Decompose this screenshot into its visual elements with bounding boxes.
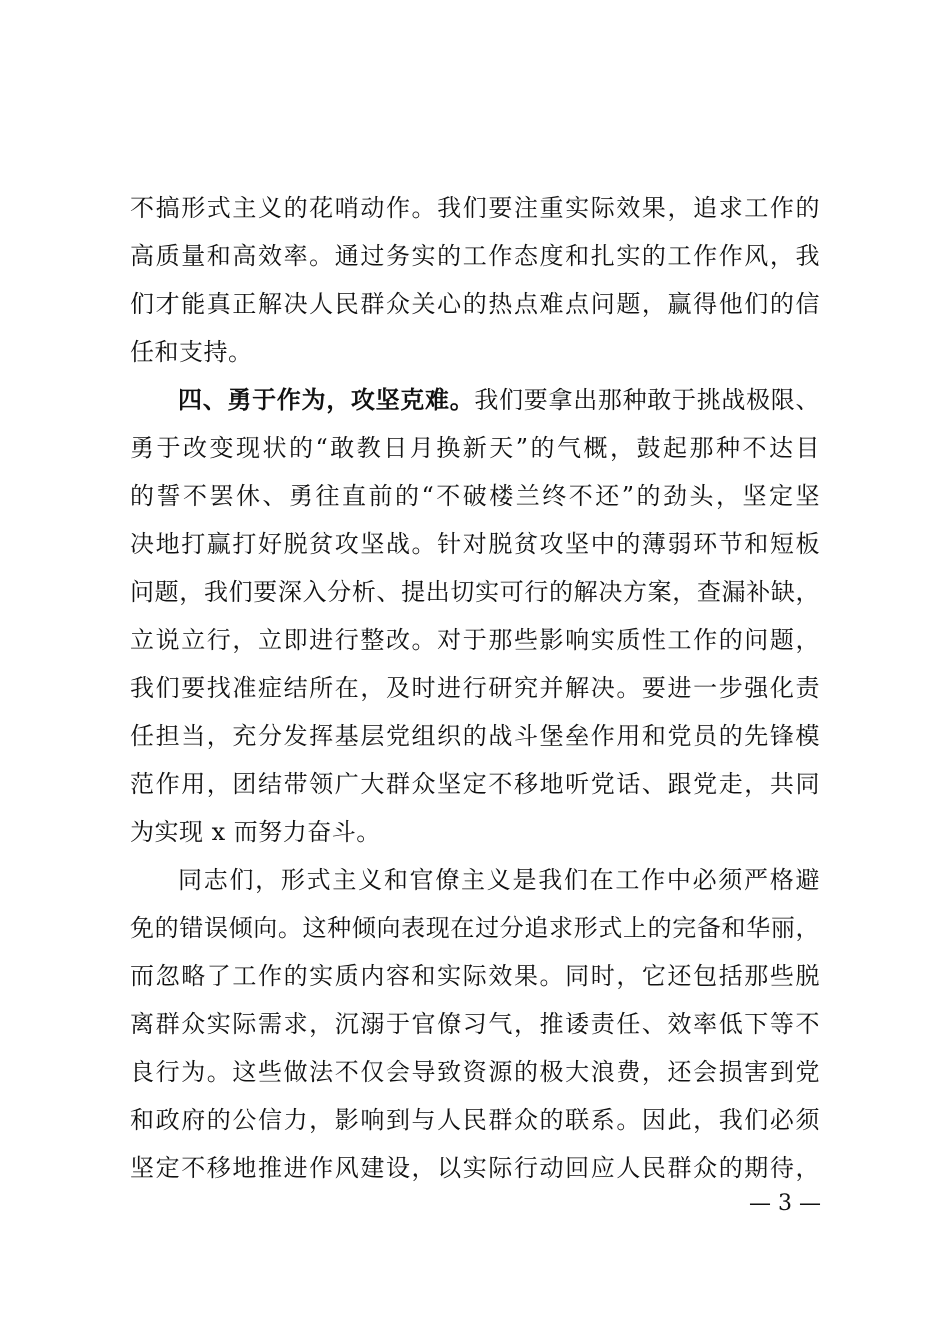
body-text-line: 任和支持。	[130, 338, 253, 366]
body-text-line: 免的错误倾向。这种倾向表现在过分追求形式上的完备和华丽，	[130, 914, 820, 942]
body-text-line: 我们要找准症结所在，及时进行研究并解决。要进一步强化责	[130, 674, 820, 702]
body-text-line: 而忽略了工作的实质内容和实际效果。同时，它还包括那些脱	[130, 962, 820, 990]
body-text-line: 决地打赢打好脱贫攻坚战。针对脱贫攻坚中的薄弱环节和短板	[130, 530, 820, 558]
body-text-line: 勇于改变现状的“敢教日月换新天”的气概，鼓起那种不达目	[130, 434, 820, 462]
body-text-line: 同志们，形式主义和官僚主义是我们在工作中必须严格避	[178, 866, 820, 894]
body-text-line: 离群众实际需求，沉溺于官僚习气，推诿责任、效率低下等不	[130, 1010, 820, 1038]
body-text-run: 我们要拿出那种敢于挑战极限、	[474, 386, 821, 414]
body-text-line: 坚定不移地推进作风建设，以实际行动回应人民群众的期待，	[130, 1154, 820, 1182]
body-text-line: 不搞形式主义的花哨动作。我们要注重实际效果，追求工作的	[130, 194, 820, 222]
body-text-line: 的誓不罢休、勇往直前的“不破楼兰终不还”的劲头，坚定坚	[130, 482, 820, 510]
page-number: — 3 —	[749, 1191, 821, 1216]
section-heading-line	[178, 380, 820, 420]
body-text-line: 任担当，充分发挥基层党组织的战斗堡垒作用和党员的先锋模	[130, 722, 820, 750]
body-text-line: 良行为。这些做法不仅会导致资源的极大浪费，还会损害到党	[130, 1058, 820, 1086]
body-text-line: 高质量和高效率。通过务实的工作态度和扎实的工作作风，我	[130, 242, 820, 270]
body-text-line: 范作用，团结带领广大群众坚定不移地听党话、跟党走，共同	[130, 770, 820, 798]
body-text-line: 立说立行，立即进行整改。对于那些影响实质性工作的问题，	[130, 626, 820, 654]
body-text-line: 问题，我们要深入分析、提出切实可行的解决方案，查漏补缺，	[130, 578, 820, 606]
body-text-line: 们才能真正解决人民群众关心的热点难点问题，赢得他们的信	[130, 290, 820, 318]
body-text-line: 为实现 x 而努力奋斗。	[130, 818, 381, 846]
body-text-line: 和政府的公信力，影响到与人民群众的联系。因此，我们必须	[130, 1106, 820, 1134]
section-heading: 四、勇于作为，攻坚克难。	[178, 385, 475, 414]
